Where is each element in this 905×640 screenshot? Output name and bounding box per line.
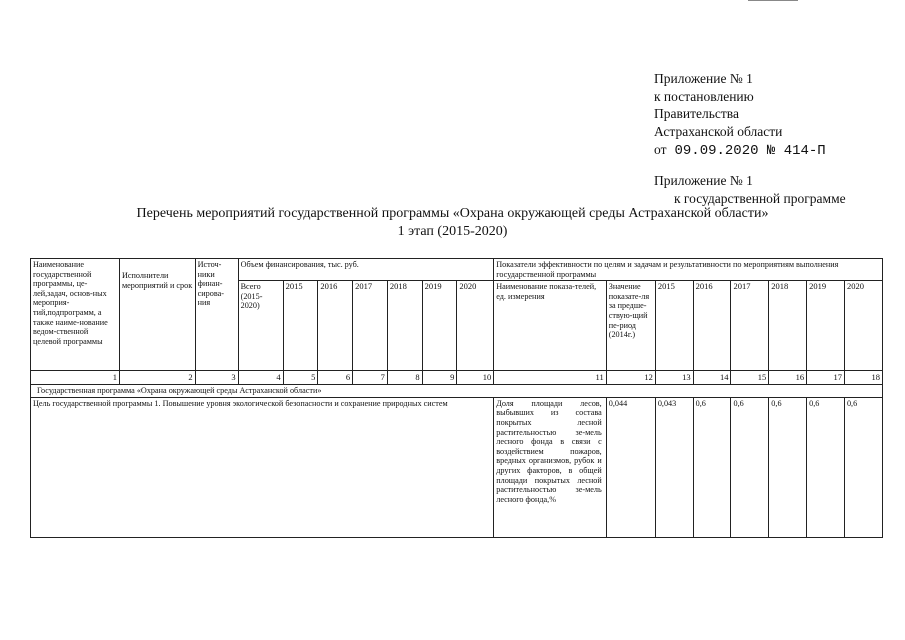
appendix-line-3: Правительства <box>654 106 739 121</box>
header-fin-2020: 2020 <box>457 281 494 371</box>
header-fin-2019: 2019 <box>422 281 457 371</box>
goal-row <box>31 397 883 537</box>
header-ind-2018: 2018 <box>769 281 807 371</box>
program-title: Государственная программа «Охрана окружающей среды Астраханской области» <box>31 385 883 398</box>
col-num-14: 14 <box>693 371 731 385</box>
col-num-10: 10 <box>457 371 494 385</box>
col-num-11: 11 <box>494 371 607 385</box>
header-fin-2016: 2016 <box>318 281 353 371</box>
col-num-13: 13 <box>655 371 693 385</box>
indicator-text: Доля площади лесов, выбывших из состава покрытых лесной растительностью зе-мель лесного фонда в связи с воздействием пожаров, вредных организмов, рубок и других факторов, в общей площади покрытых лесной растительностью зе-мель лесного фонда,% <box>494 397 607 537</box>
header-total: Всего (2015-2020) <box>238 281 283 371</box>
column-number-row <box>31 371 883 385</box>
header-ind-2019: 2019 <box>807 281 845 371</box>
appendix-line-1: Приложение № 1 <box>654 71 753 86</box>
header-name: Наименование государственной программы, це-лей,задач, основ-ных мероприя-тий,подпрограмм, а также наиме-нование ведом-ственной целевой программы <box>31 259 120 371</box>
order-date: 09.09.2020 № 414-П <box>674 143 826 159</box>
col-num-5: 5 <box>283 371 318 385</box>
col-num-12: 12 <box>606 371 655 385</box>
appendix-line-2: к постановлению <box>654 88 754 104</box>
document-title: Перечень мероприятий государственной программы «Охрана окружающей среды Астраханской области» <box>136 206 769 221</box>
header-indicator-name: Наименование показа-телей, ед. измерения <box>494 281 607 371</box>
value-2016: 0,6 <box>693 397 731 537</box>
header-row-1 <box>31 259 883 281</box>
measures-table <box>30 258 883 538</box>
col-num-4: 4 <box>238 371 283 385</box>
col-num-17: 17 <box>807 371 845 385</box>
header-financing: Объем финансирования, тыс. руб. <box>238 259 494 281</box>
appendix2-line-1: Приложение № 1 <box>654 173 753 188</box>
header-fin-2018: 2018 <box>387 281 422 371</box>
col-num-7: 7 <box>353 371 388 385</box>
value-2018: 0,6 <box>769 397 807 537</box>
header-ind-2017: 2017 <box>731 281 769 371</box>
baseline-value: 0,044 <box>606 397 655 537</box>
col-num-15: 15 <box>731 371 769 385</box>
header-fin-2015: 2015 <box>283 281 318 371</box>
document-subtitle: 1 этап (2015-2020) <box>397 224 508 239</box>
header-sources: Источ-ники финан-сирова-ния <box>195 259 238 371</box>
col-num-3: 3 <box>195 371 238 385</box>
col-num-18: 18 <box>844 371 882 385</box>
appendix2-block <box>654 172 846 207</box>
appendix2-line-2: к государственной программе <box>674 190 846 206</box>
appendix-block <box>654 70 826 161</box>
value-2015: 0,043 <box>655 397 693 537</box>
value-2017: 0,6 <box>731 397 769 537</box>
value-2020: 0,6 <box>844 397 882 537</box>
col-num-16: 16 <box>769 371 807 385</box>
header-fin-2017: 2017 <box>353 281 388 371</box>
header-ind-2020: 2020 <box>844 281 882 371</box>
header-executors: Исполнители мероприятий и срок <box>119 259 195 371</box>
col-num-8: 8 <box>387 371 422 385</box>
header-indicators: Показатели эффективности по целям и задачам и результативности по мероприятиям выполнения государственной программы <box>494 259 883 281</box>
goal-text: Цель государственной программы 1. Повышение уровня экологической безопасности и сохранение природных систем <box>31 397 494 537</box>
appendix-line-4: Астраханской области <box>654 123 783 139</box>
header-baseline: Значение показате-ля за предше-ствую-щий пе-риод (2014г.) <box>606 281 655 371</box>
program-row <box>31 385 883 398</box>
value-2019: 0,6 <box>807 397 845 537</box>
col-num-9: 9 <box>422 371 457 385</box>
appendix-date-line <box>654 141 826 161</box>
col-num-1: 1 <box>31 371 120 385</box>
scan-edge-mark <box>748 0 798 1</box>
col-num-2: 2 <box>119 371 195 385</box>
header-ind-2016: 2016 <box>693 281 731 371</box>
date-prefix: от <box>654 142 667 157</box>
header-ind-2015: 2015 <box>655 281 693 371</box>
col-num-6: 6 <box>318 371 353 385</box>
